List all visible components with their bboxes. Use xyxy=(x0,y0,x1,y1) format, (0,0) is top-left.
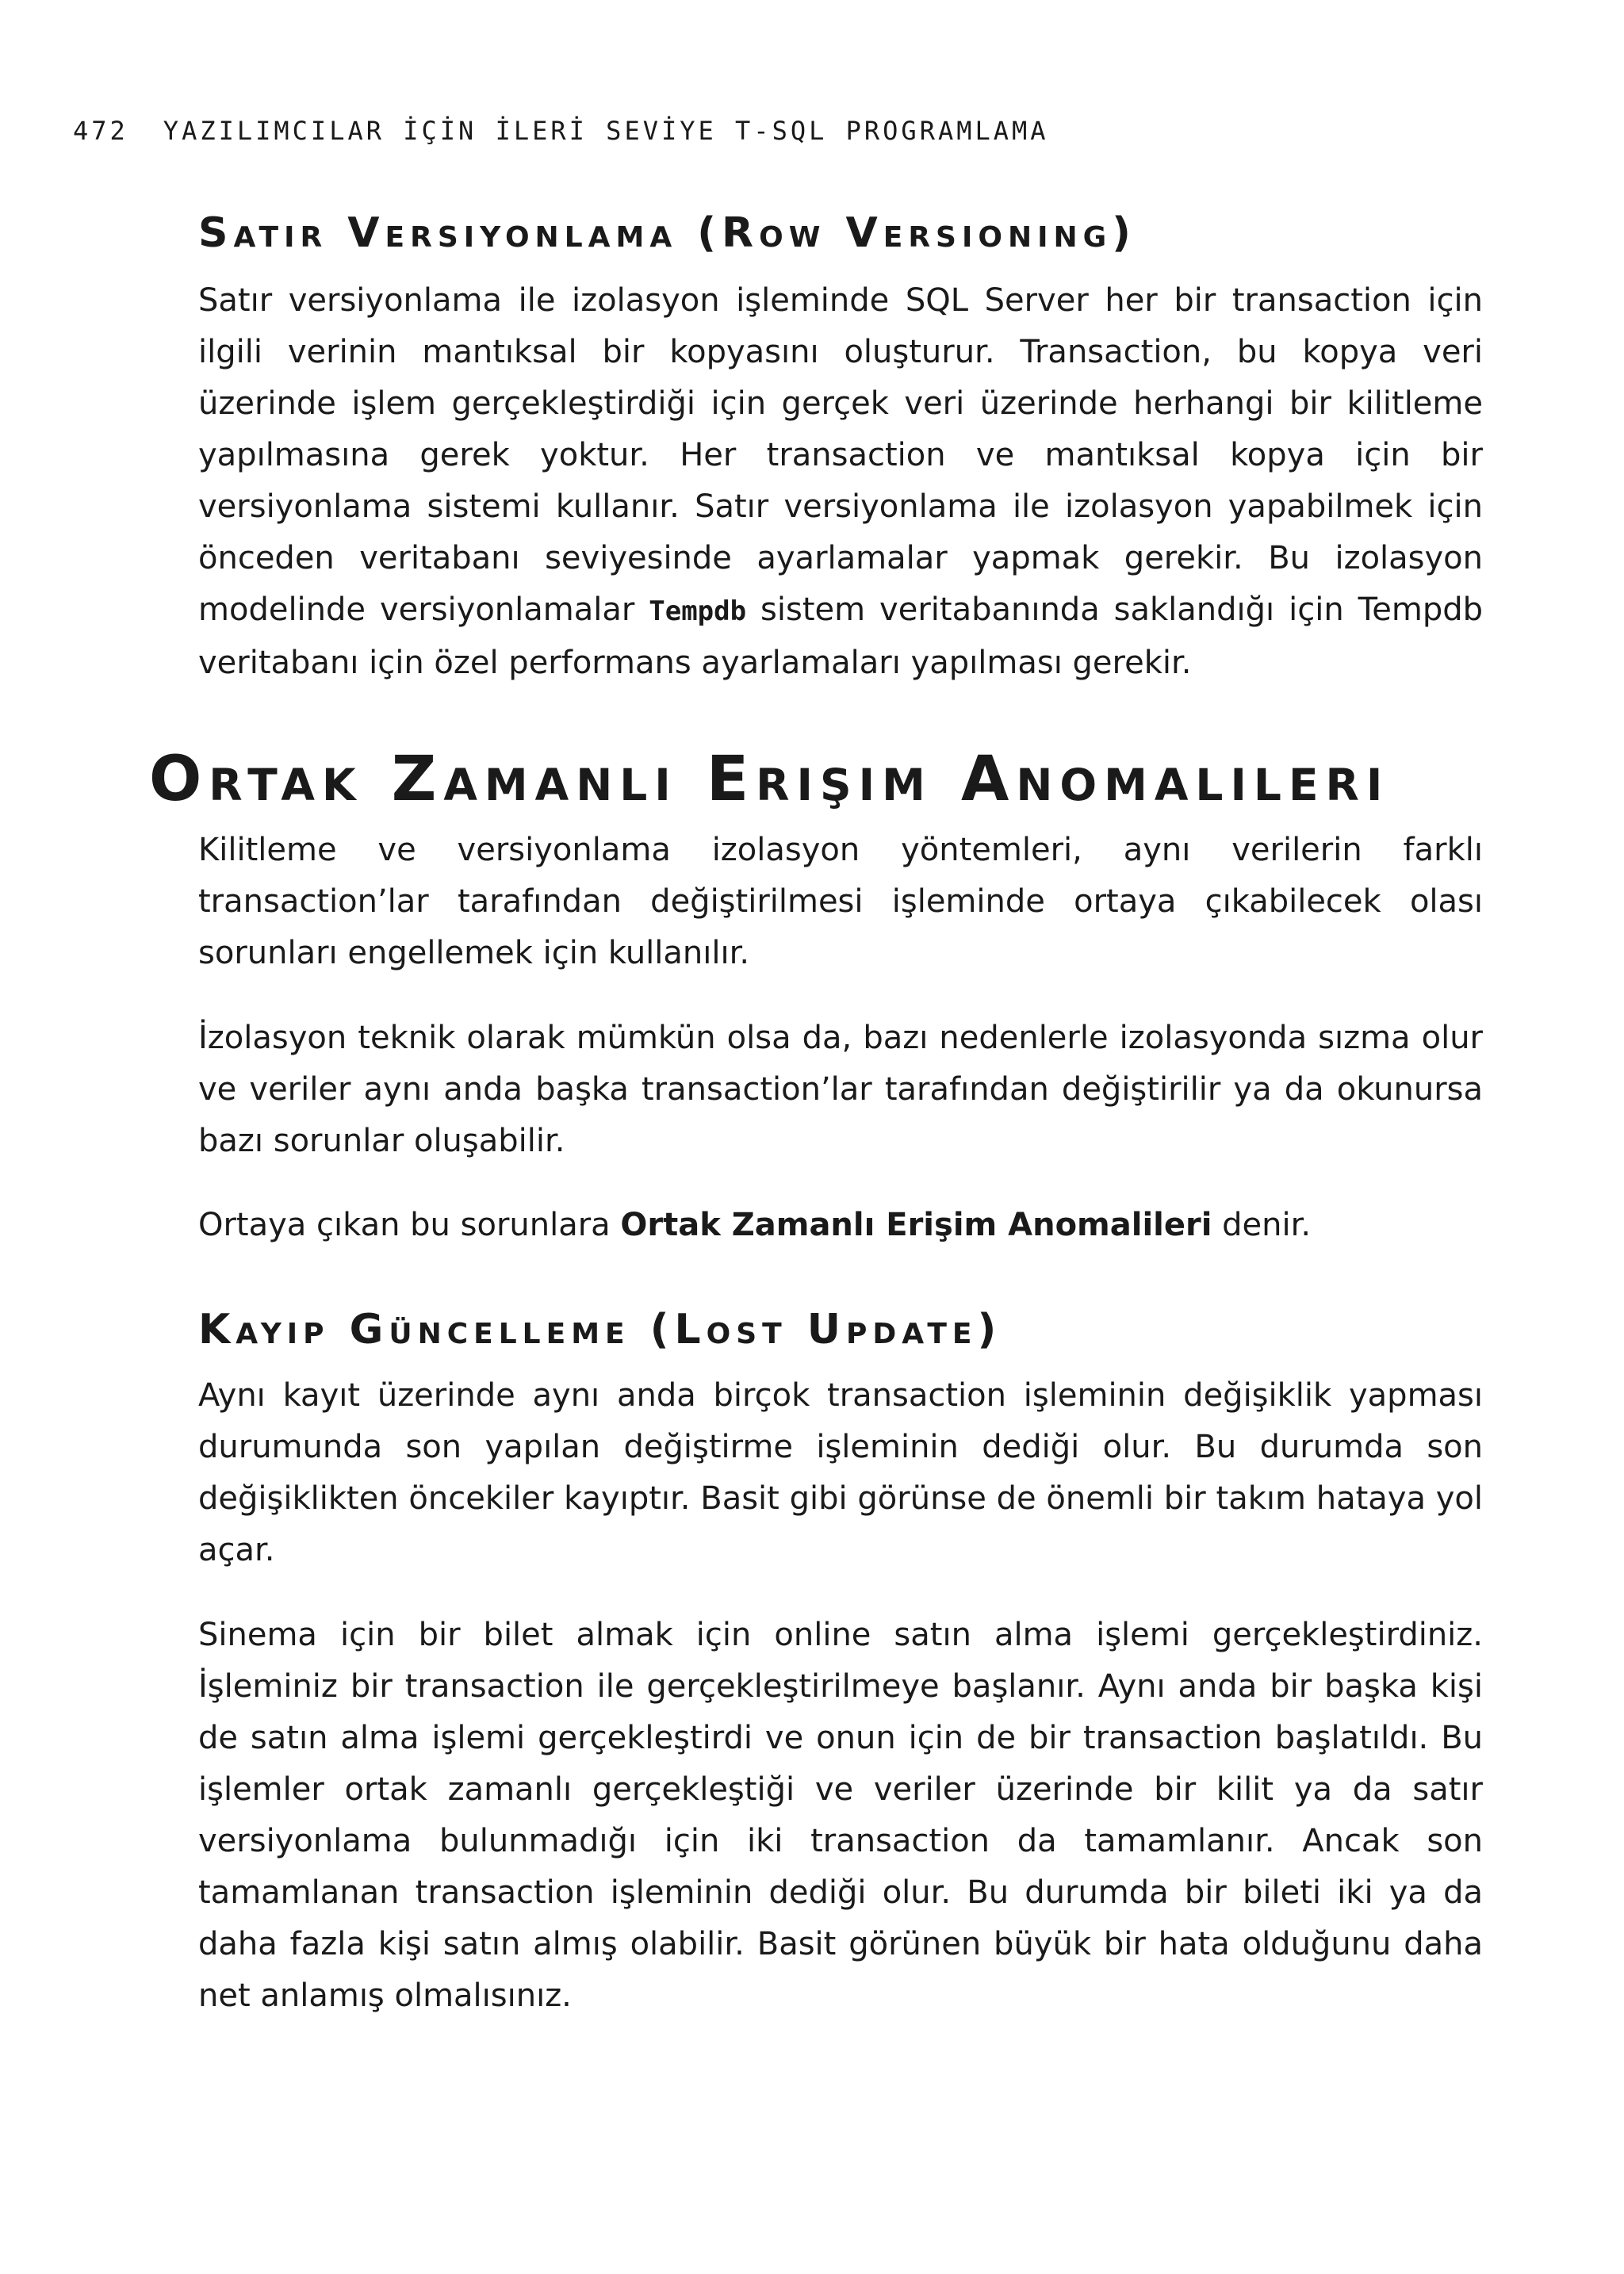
lost-update-paragraph-1 xyxy=(198,1370,1483,1576)
page-number: 472 xyxy=(73,116,128,146)
lost-update-heading: Kayıp Güncelleme (Lost Update) xyxy=(198,1306,1002,1353)
book-title: YAZILIMCILAR İÇİN İLERİ SEVİYE T-SQL PROGRAMLAMA xyxy=(163,116,1049,146)
paragraph: İzolasyon teknik olarak mümkün olsa da, bazı nedenlerle izolasyonda sızma olur ve veriler aynı anda başka transaction’lar tarafından değiştirilir ya da okunursa bazı sorunlar oluşabilir. xyxy=(198,1020,1483,1159)
lost-update-paragraph-2 xyxy=(198,1610,1483,2022)
paragraph xyxy=(198,1200,1483,1251)
row-versioning-paragraph xyxy=(198,275,1483,689)
row-versioning-body xyxy=(198,275,1483,689)
paragraph: Sinema için bir bilet almak için online satın alma işlemi gerçekleştirdiniz. İşleminiz bir transaction ile gerçekleştirilmeye başlanır. Aynı anda bir başka kişi de satın alma işlemi gerçekleştirdi ve onun için de bir transaction başlatıldı. Bu işlemler ortak zamanlı gerçekleştiği ve veriler üzerinde bir kilit ya da satır versiyonlama bulunmadığı için iki transaction da tamamlanır. Ancak son tamamlanan transaction işleminin dediği olur. Bu durumda bir bileti iki ya da daha fazla kişi satın almış olabilir. Basit görünen büyük bir hata olduğunu daha net anlamış olmalısınız. xyxy=(198,1617,1483,2014)
anomalies-heading: Ortak Zamanlı Erişim Anomalileri xyxy=(149,744,1390,815)
paragraph-text: Ortaya çıkan bu sorunlara xyxy=(198,1207,621,1243)
code-tempdb: Tempdb xyxy=(649,595,747,627)
paragraph: Aynı kayıt üzerinde aynı anda birçok transaction işleminin değişiklik yapması durumunda son yapılan değiştirme işleminin dediği olur. Bu durumda son değişiklikten öncekiler kayıptır. Basit gibi görünse de önemli bir takım hataya yol açar. xyxy=(198,1377,1483,1568)
anomalies-paragraph-1 xyxy=(198,825,1483,979)
row-versioning-section xyxy=(198,209,1483,257)
anomalies-paragraph-2 xyxy=(198,1013,1483,1167)
anomalies-paragraph-3 xyxy=(198,1200,1483,1251)
paragraph-text: sistem veritabanında saklandığı için Tempdb veritabanı için özel performans ayarlamaları yapılması gerekir. xyxy=(198,591,1483,681)
bold-term: Ortak Zamanlı Erişim Anomalileri xyxy=(620,1207,1212,1243)
row-versioning-heading: Satır Versiyonlama (Row Versioning) xyxy=(198,209,1136,257)
paragraph: Kilitleme ve versiyonlama izolasyon yöntemleri, aynı verilerin farklı transaction’lar tarafından değiştirilmesi işleminde ortaya çıkabilecek olası sorunları engellemek için kullanılır. xyxy=(198,832,1483,971)
paragraph-text: Satır versiyonlama ile izolasyon işleminde SQL Server her bir transaction için ilgili verinin mantıksal bir kopyasını oluşturur. Transaction, bu kopya veri üzerinde işlem gerçekleştirdiği için gerçek veri üzerinde herhangi bir kilitleme yapılmasına gerek yoktur. Her transaction ve mantıksal kopya için bir versiyonlama sistemi kullanır. Satır versiyonlama ile izolasyon yapabilmek için önceden veritabanı seviyesinde ayarlamalar yapmak gerekir. Bu izolasyon modelinde versiyonlamalar xyxy=(198,282,1483,628)
lost-update-section xyxy=(198,1306,1483,1353)
running-header xyxy=(73,116,1049,146)
paragraph-text: denir. xyxy=(1212,1207,1312,1243)
